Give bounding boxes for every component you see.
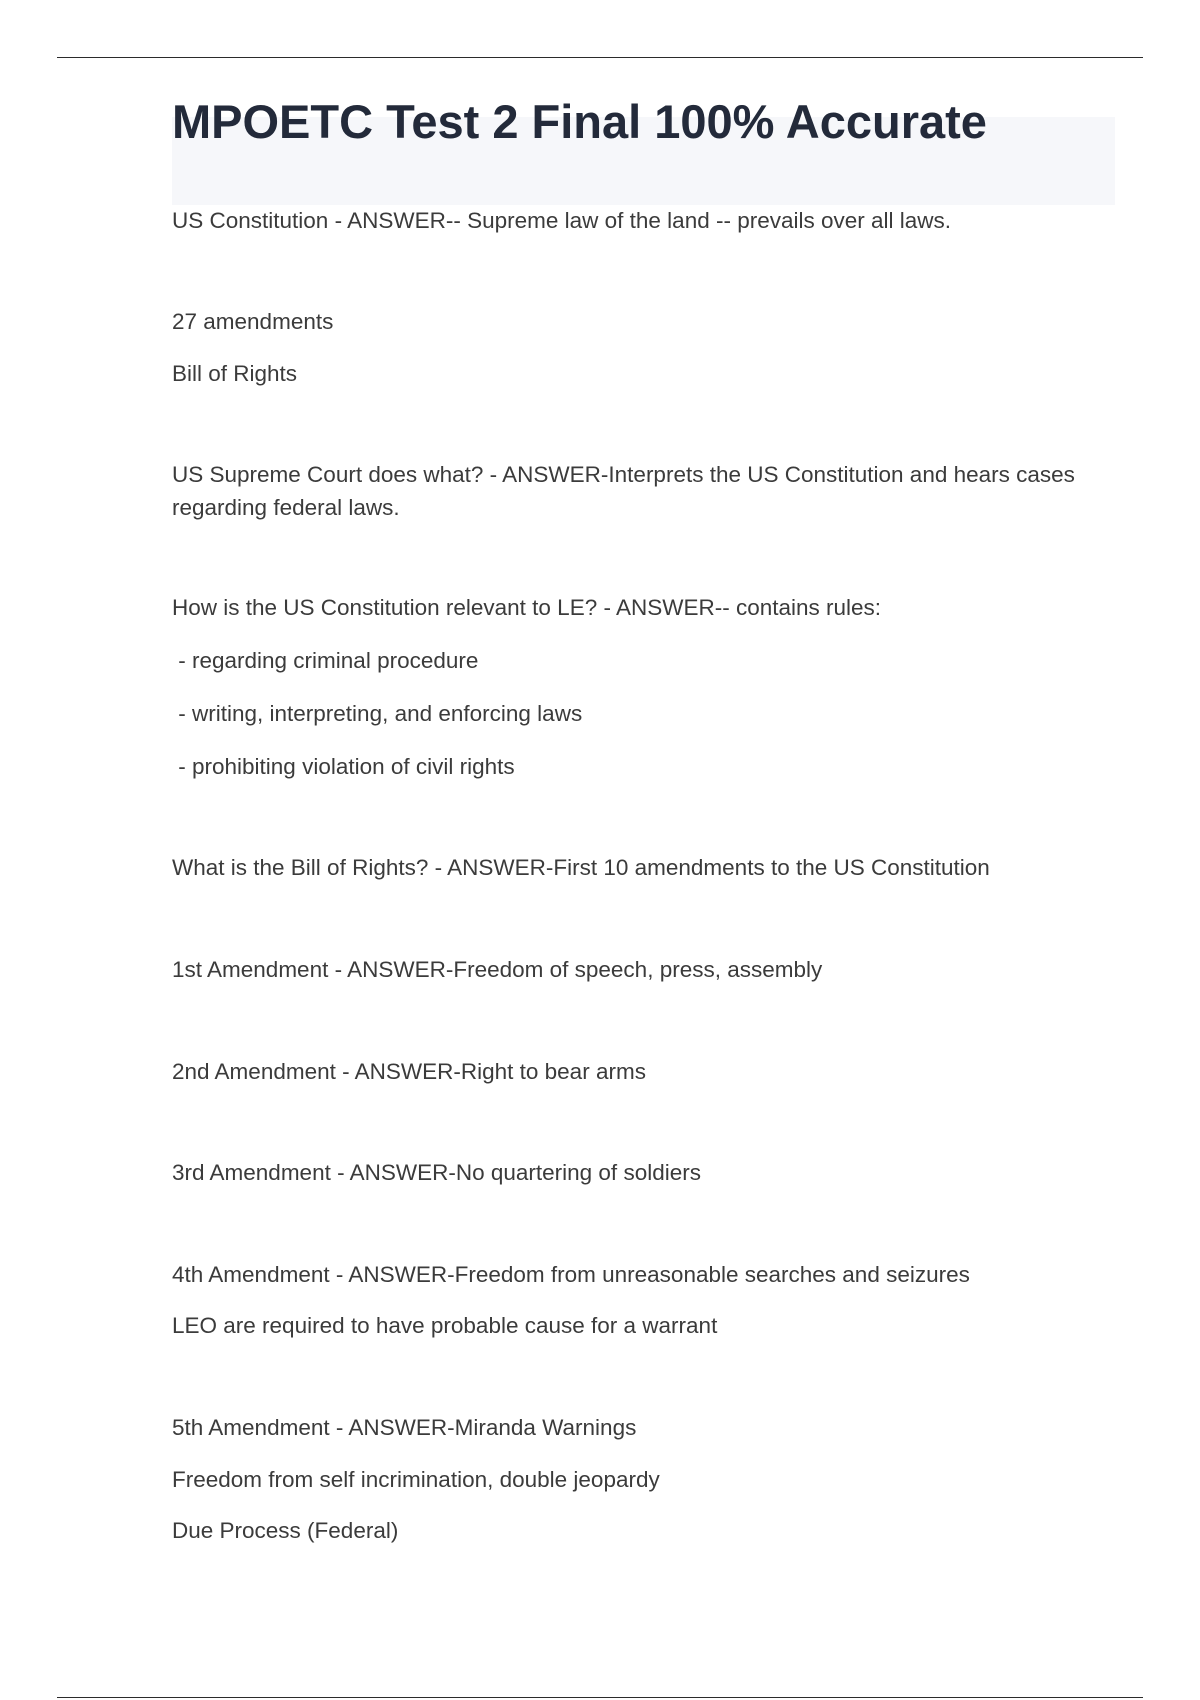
text-line-probable-cause: LEO are required to have probable cause for a warrant [172, 1313, 718, 1338]
text-line-criminal-procedure: - regarding criminal procedure [172, 648, 479, 673]
text-line-3rd-amendment: 3rd Amendment - ANSWER-No quartering of soldiers [172, 1160, 701, 1185]
top-rule [57, 57, 1143, 58]
text-line-2nd-amendment: 2nd Amendment - ANSWER-Right to bear arms [172, 1059, 646, 1084]
text-line-self-incrimination: Freedom from self incrimination, double jeopardy [172, 1467, 660, 1492]
text-line-bill-of-rights: Bill of Rights [172, 361, 298, 386]
document-title: MPOETC Test 2 Final 100% Accurate [172, 95, 987, 148]
text-line-supreme-court: US Supreme Court does what? - ANSWER-Interprets the US Constitution and hears cases regarding federal laws. [172, 462, 1075, 520]
text-line-bill-of-rights-definition: What is the Bill of Rights? - ANSWER-First 10 amendments to the US Constitution [172, 855, 990, 880]
text-line-writing-laws: - writing, interpreting, and enforcing laws [172, 701, 583, 726]
text-line-1st-amendment: 1st Amendment - ANSWER-Freedom of speech, press, assembly [172, 957, 823, 982]
text-line-4th-amendment: 4th Amendment - ANSWER-Freedom from unreasonable searches and seizures [172, 1262, 970, 1287]
text-line-5th-amendment: 5th Amendment - ANSWER-Miranda Warnings [172, 1415, 637, 1440]
text-line-us-constitution: US Constitution - ANSWER-- Supreme law of the land -- prevails over all laws. [172, 208, 952, 233]
text-line-civil-rights: - prohibiting violation of civil rights [172, 754, 515, 779]
text-line-due-process: Due Process (Federal) [172, 1518, 399, 1543]
text-line-constitution-relevance: How is the US Constitution relevant to LE? - ANSWER-- contains rules: [172, 595, 882, 620]
text-line-27-amendments: 27 amendments [172, 309, 334, 334]
bottom-rule [57, 1697, 1143, 1698]
